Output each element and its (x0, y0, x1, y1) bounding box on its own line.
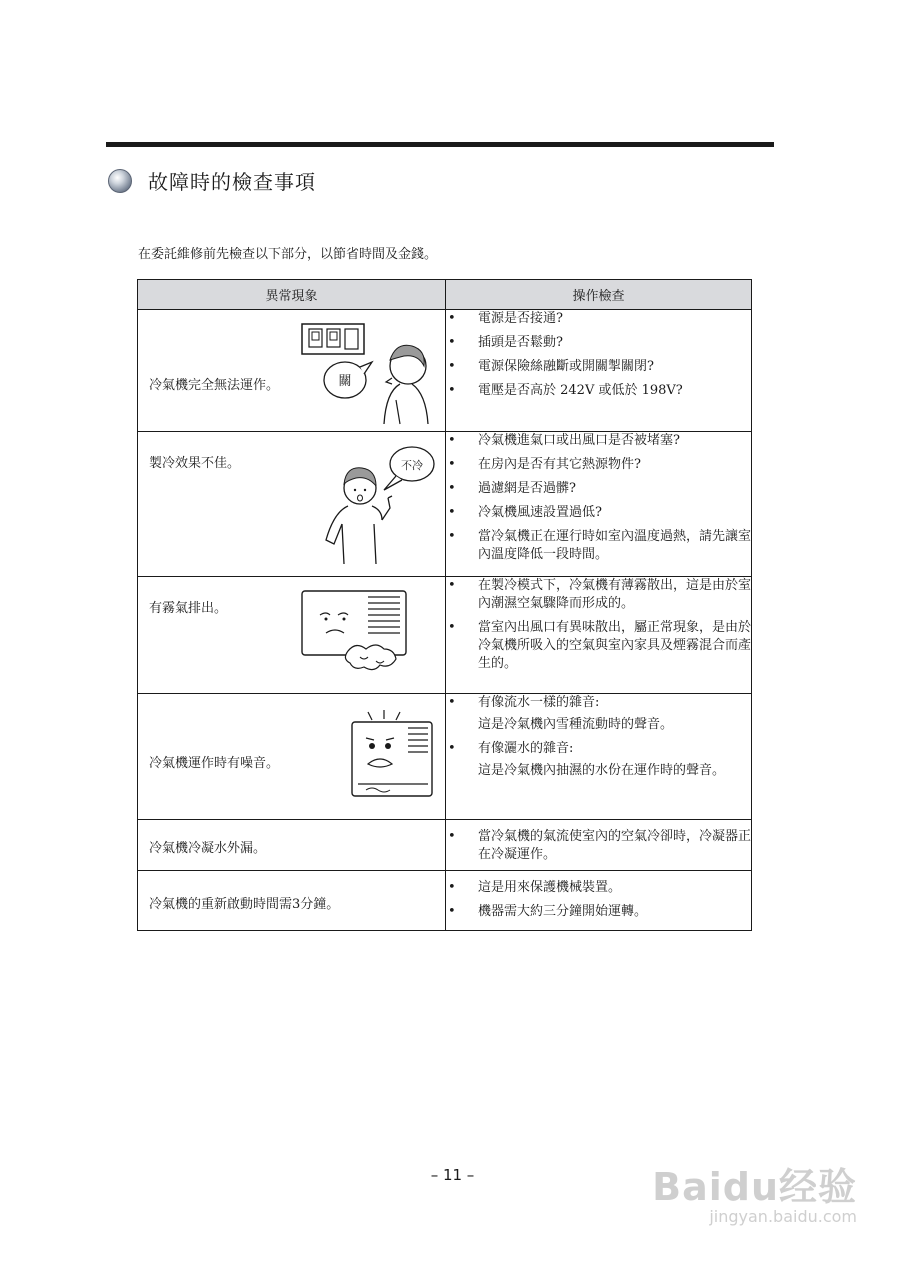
check-item: • 電壓是否高於 242V 或低於 198V? (446, 382, 751, 400)
check-item: • 電源是否接通? (446, 310, 751, 328)
check-cell (446, 871, 752, 931)
check-list (446, 828, 751, 864)
check-item: • 在製冷模式下，冷氣機有薄霧散出，這是由於室內潮濕空氣驟降而形成的。 (446, 577, 751, 613)
section-title: 故障時的檢查事項 (148, 170, 316, 194)
check-list (446, 879, 751, 921)
page-number: – 11 – (430, 1166, 475, 1184)
check-item (446, 694, 751, 734)
table-row (138, 432, 752, 577)
check-cell (446, 820, 752, 871)
bubble-text: 不冷 (401, 459, 423, 472)
check-item-detail: 這是冷氣機內雪種流動時的聲音。 (478, 717, 674, 732)
symptom-cell (138, 820, 446, 871)
check-item: • 冷氣機風速設置過低? (446, 504, 751, 522)
check-cell (446, 432, 752, 577)
table-header-row (138, 280, 752, 310)
check-item: • 電源保險絲融斷或開關掣關閉? (446, 358, 751, 376)
check-item: • 當冷氣機的氣流使室內的空氣冷卻時，冷凝器正在冷凝運作。 (446, 828, 751, 864)
header-check: 操作檢查 (446, 280, 752, 310)
symptom-text: 冷氣機完全無法運作。 (149, 378, 280, 393)
table-row (138, 694, 752, 820)
symptom-text: 製冷效果不佳。 (149, 456, 241, 471)
troubleshooting-table (137, 279, 752, 931)
check-list (446, 310, 751, 400)
symptom-text: 有霧氣排出。 (149, 601, 228, 616)
check-item (446, 740, 751, 780)
bubble-text: 關 (338, 374, 352, 389)
check-item: • 機器需大約三分鐘開始運轉。 (446, 903, 751, 921)
check-item: • 過濾網是否過髒? (446, 480, 751, 498)
table-row (138, 820, 752, 871)
bullet-ball-icon (108, 169, 132, 193)
check-item: • 這是用來保護機械裝置。 (446, 879, 751, 897)
symptom-cell (138, 310, 446, 432)
power-switch-illustration-icon (300, 320, 430, 426)
check-item-main: • 有像灑水的雜音: (478, 741, 574, 756)
check-item-detail: 這是冷氣機內抽濕的水份在運作時的聲音。 (478, 763, 726, 778)
section-heading (108, 166, 316, 195)
top-rule (106, 142, 774, 147)
check-cell (446, 577, 752, 694)
symptom-text: 冷氣機的重新啟動時間需3分鐘。 (149, 897, 340, 912)
header-symptom: 異常現象 (138, 280, 446, 310)
noisy-unit-illustration-icon (346, 710, 438, 804)
watermark-logo: Baidu经验 (652, 1165, 857, 1209)
check-list (446, 694, 751, 780)
symptom-text: 冷氣機冷凝水外漏。 (149, 841, 267, 856)
symptom-cell (138, 577, 446, 694)
person-not-cold-illustration-icon (312, 440, 436, 568)
mist-unit-illustration-icon (298, 585, 428, 685)
symptom-cell (138, 432, 446, 577)
check-item: • 插頭是否鬆動? (446, 334, 751, 352)
table-row (138, 310, 752, 432)
check-item: • 當室內出風口有異味散出，屬正常現象，是由於冷氣機所吸入的空氣與室內家具及煙霧混合而產生的。 (446, 619, 751, 673)
symptom-cell (138, 694, 446, 820)
watermark-url: jingyan.baidu.com (709, 1207, 857, 1226)
symptom-text: 冷氣機運作時有噪音。 (149, 756, 280, 771)
check-cell (446, 310, 752, 432)
watermark (652, 1156, 857, 1226)
table-row (138, 577, 752, 694)
table-row (138, 871, 752, 931)
check-item: • 當冷氣機正在運行時如室內溫度過熱，請先讓室內溫度降低一段時間。 (446, 528, 751, 564)
check-list (446, 432, 751, 564)
check-item-main: • 有像流水一樣的雜音: (478, 695, 600, 710)
check-list (446, 577, 751, 673)
intro-text: 在委託維修前先檢查以下部分，以節省時間及金錢。 (138, 247, 438, 262)
check-item: • 冷氣機進氣口或出風口是否被堵塞? (446, 432, 751, 450)
check-item: • 在房內是否有其它熱源物件? (446, 456, 751, 474)
check-cell (446, 694, 752, 820)
symptom-cell (138, 871, 446, 931)
